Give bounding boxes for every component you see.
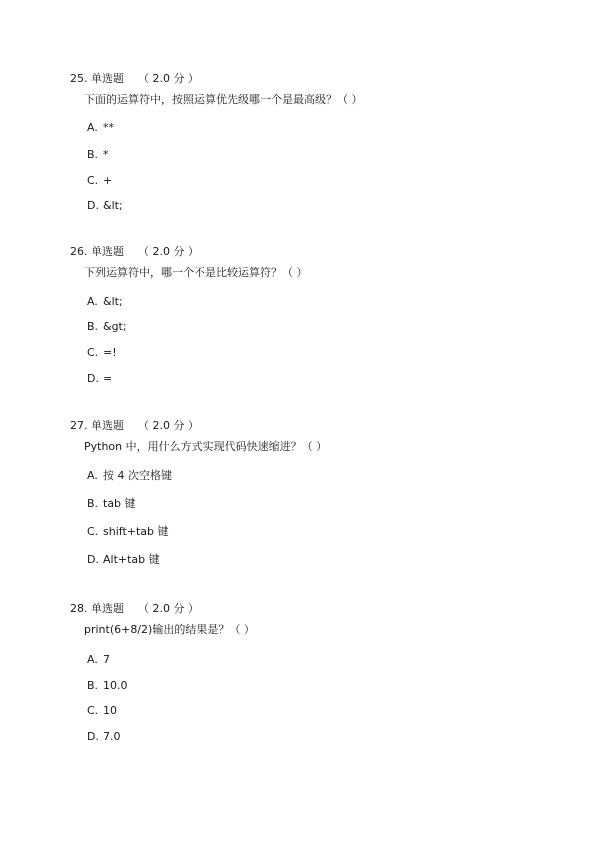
option-b [87, 679, 128, 693]
question-score: （ 2.0 分 ） [138, 419, 199, 432]
question-number-type: 26. 单选题 [70, 245, 124, 258]
option-text: &lt; [103, 199, 123, 212]
option-letter: D. [87, 372, 99, 385]
option-d [87, 372, 112, 386]
option-letter: C. [87, 346, 99, 359]
question-stem: 下面的运算符中，按照运算优先级哪一个是最高级？（ ） [84, 93, 363, 106]
option-d [87, 199, 123, 213]
option-b [87, 497, 136, 511]
option-letter: A. [87, 653, 98, 666]
option-letter: A. [87, 121, 98, 134]
option-c [87, 174, 112, 188]
option-text: = [103, 372, 113, 385]
option-text: tab 键 [103, 497, 136, 510]
question-26 [70, 245, 550, 385]
option-letter: B. [87, 679, 99, 692]
option-b [87, 148, 109, 162]
option-d [87, 730, 121, 744]
question-header [70, 245, 550, 259]
question-score: （ 2.0 分 ） [138, 72, 199, 85]
option-text: + [103, 174, 113, 187]
question-header [70, 72, 550, 86]
question-score: （ 2.0 分 ） [138, 245, 199, 258]
option-letter: B. [87, 148, 99, 161]
option-c [87, 525, 169, 539]
option-b [87, 320, 127, 334]
question-27 [70, 419, 550, 566]
option-c [87, 704, 117, 718]
option-letter: C. [87, 525, 99, 538]
option-text: ** [103, 121, 114, 134]
option-a [87, 121, 114, 135]
option-text: 按 4 次空格键 [103, 469, 172, 482]
question-28 [70, 602, 550, 743]
option-text: &lt; [103, 295, 123, 308]
question-header [70, 419, 550, 433]
option-a [87, 469, 172, 483]
option-letter: C. [87, 704, 99, 717]
question-stem: Python 中，用什么方式实现代码快速缩进？（ ） [84, 440, 328, 453]
option-d [87, 553, 160, 567]
option-letter: D. [87, 199, 99, 212]
option-letter: B. [87, 320, 99, 333]
question-number-type: 25. 单选题 [70, 72, 124, 85]
question-stem: print(6+8/2)输出的结果是？（ ） [84, 623, 255, 636]
option-c [87, 346, 117, 360]
option-letter: D. [87, 730, 99, 743]
option-a [87, 295, 123, 309]
question-25 [70, 72, 550, 212]
question-number-type: 28. 单选题 [70, 602, 124, 615]
option-letter: D. [87, 553, 99, 566]
question-header [70, 602, 550, 616]
option-text: Alt+tab 键 [103, 553, 160, 566]
option-letter: B. [87, 497, 99, 510]
question-stem: 下列运算符中，哪一个不是比较运算符？（ ） [84, 266, 308, 279]
option-text: * [103, 148, 109, 161]
option-letter: C. [87, 174, 99, 187]
option-letter: A. [87, 469, 98, 482]
question-number-type: 27. 单选题 [70, 419, 124, 432]
option-text: 10 [103, 704, 117, 717]
option-a [87, 653, 110, 667]
option-text: 10.0 [103, 679, 128, 692]
option-text: shift+tab 键 [103, 525, 169, 538]
option-letter: A. [87, 295, 98, 308]
option-text: =! [103, 346, 117, 359]
option-text: 7.0 [103, 730, 121, 743]
option-text: 7 [103, 653, 110, 666]
question-score: （ 2.0 分 ） [138, 602, 199, 615]
option-text: &gt; [103, 320, 127, 333]
